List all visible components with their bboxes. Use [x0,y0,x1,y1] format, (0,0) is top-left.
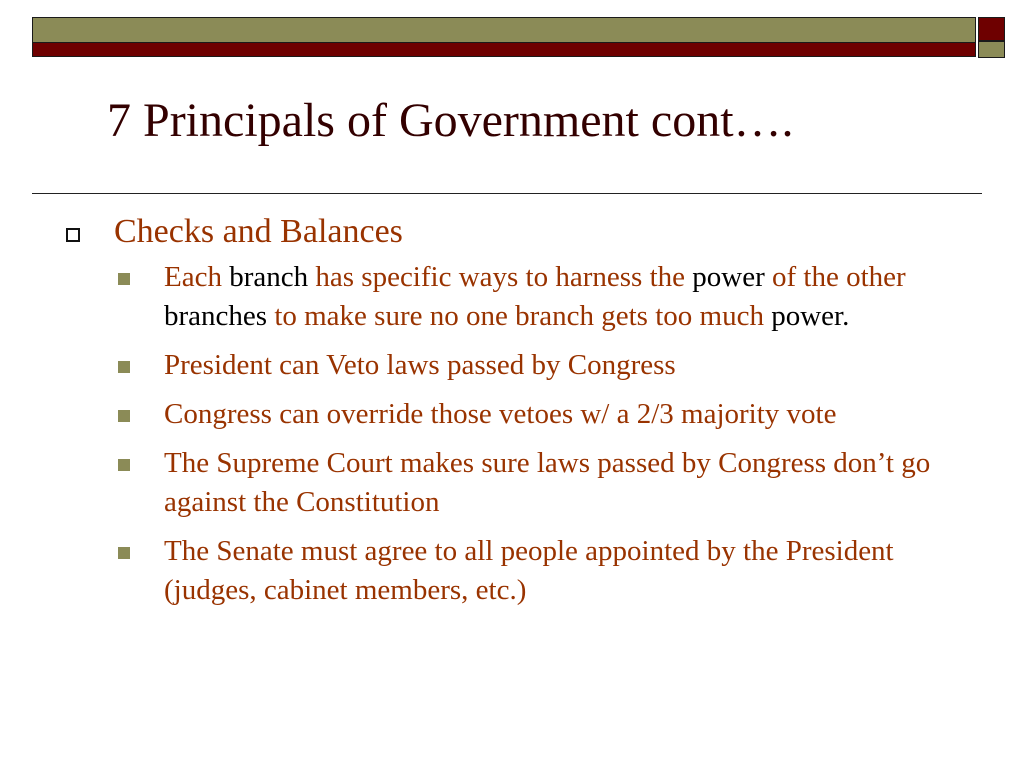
sub-bullet-item [164,258,964,336]
header-corner-square-top [978,17,1005,41]
bullet-text-emphasis: power. [771,300,850,332]
bullet-text: of the other [764,261,906,293]
bullet-text: has specific ways to harness the [308,261,693,293]
bullet-text-emphasis: branch [229,261,309,293]
sub-bullet-item [164,444,964,522]
filled-square-bullet-icon [118,459,130,471]
filled-square-bullet-icon [118,273,130,285]
sub-bullet-list [0,258,1024,610]
filled-square-bullet-icon [118,361,130,373]
header-maroon-band [33,43,975,56]
filled-square-bullet-icon [118,547,130,559]
bullet-text-emphasis: power [692,261,765,293]
bullet-level-1 [114,210,994,254]
header-olive-band [33,18,975,43]
filled-square-bullet-icon [118,410,130,422]
bullet-text: President can Veto laws passed by Congress [164,349,676,381]
sub-bullet-item [164,532,964,610]
hollow-square-bullet-icon [66,228,80,242]
bullet-text: Each [164,261,230,293]
header-corner-square-bottom [978,41,1005,58]
bullet-text: The Supreme Court makes sure laws passed by Congress don’t go against the Constitution [164,447,931,518]
sub-bullet-item [164,346,964,385]
title-divider [32,193,982,194]
section-heading: Checks and Balances [114,213,403,250]
sub-bullet-item [164,395,964,434]
slide-title: 7 Principals of Government cont…. [107,94,794,147]
bullet-text-emphasis: branches [164,300,268,332]
bullet-text: The Senate must agree to all people appointed by the President (judges, cabinet members, etc.) [164,535,894,606]
slide-content [0,210,1024,620]
bullet-text: to make sure no one branch gets too much [267,300,772,332]
header-decoration-bar [32,17,976,57]
bullet-text: Congress can override those vetoes w/ a 2/3 majority vote [164,398,837,430]
